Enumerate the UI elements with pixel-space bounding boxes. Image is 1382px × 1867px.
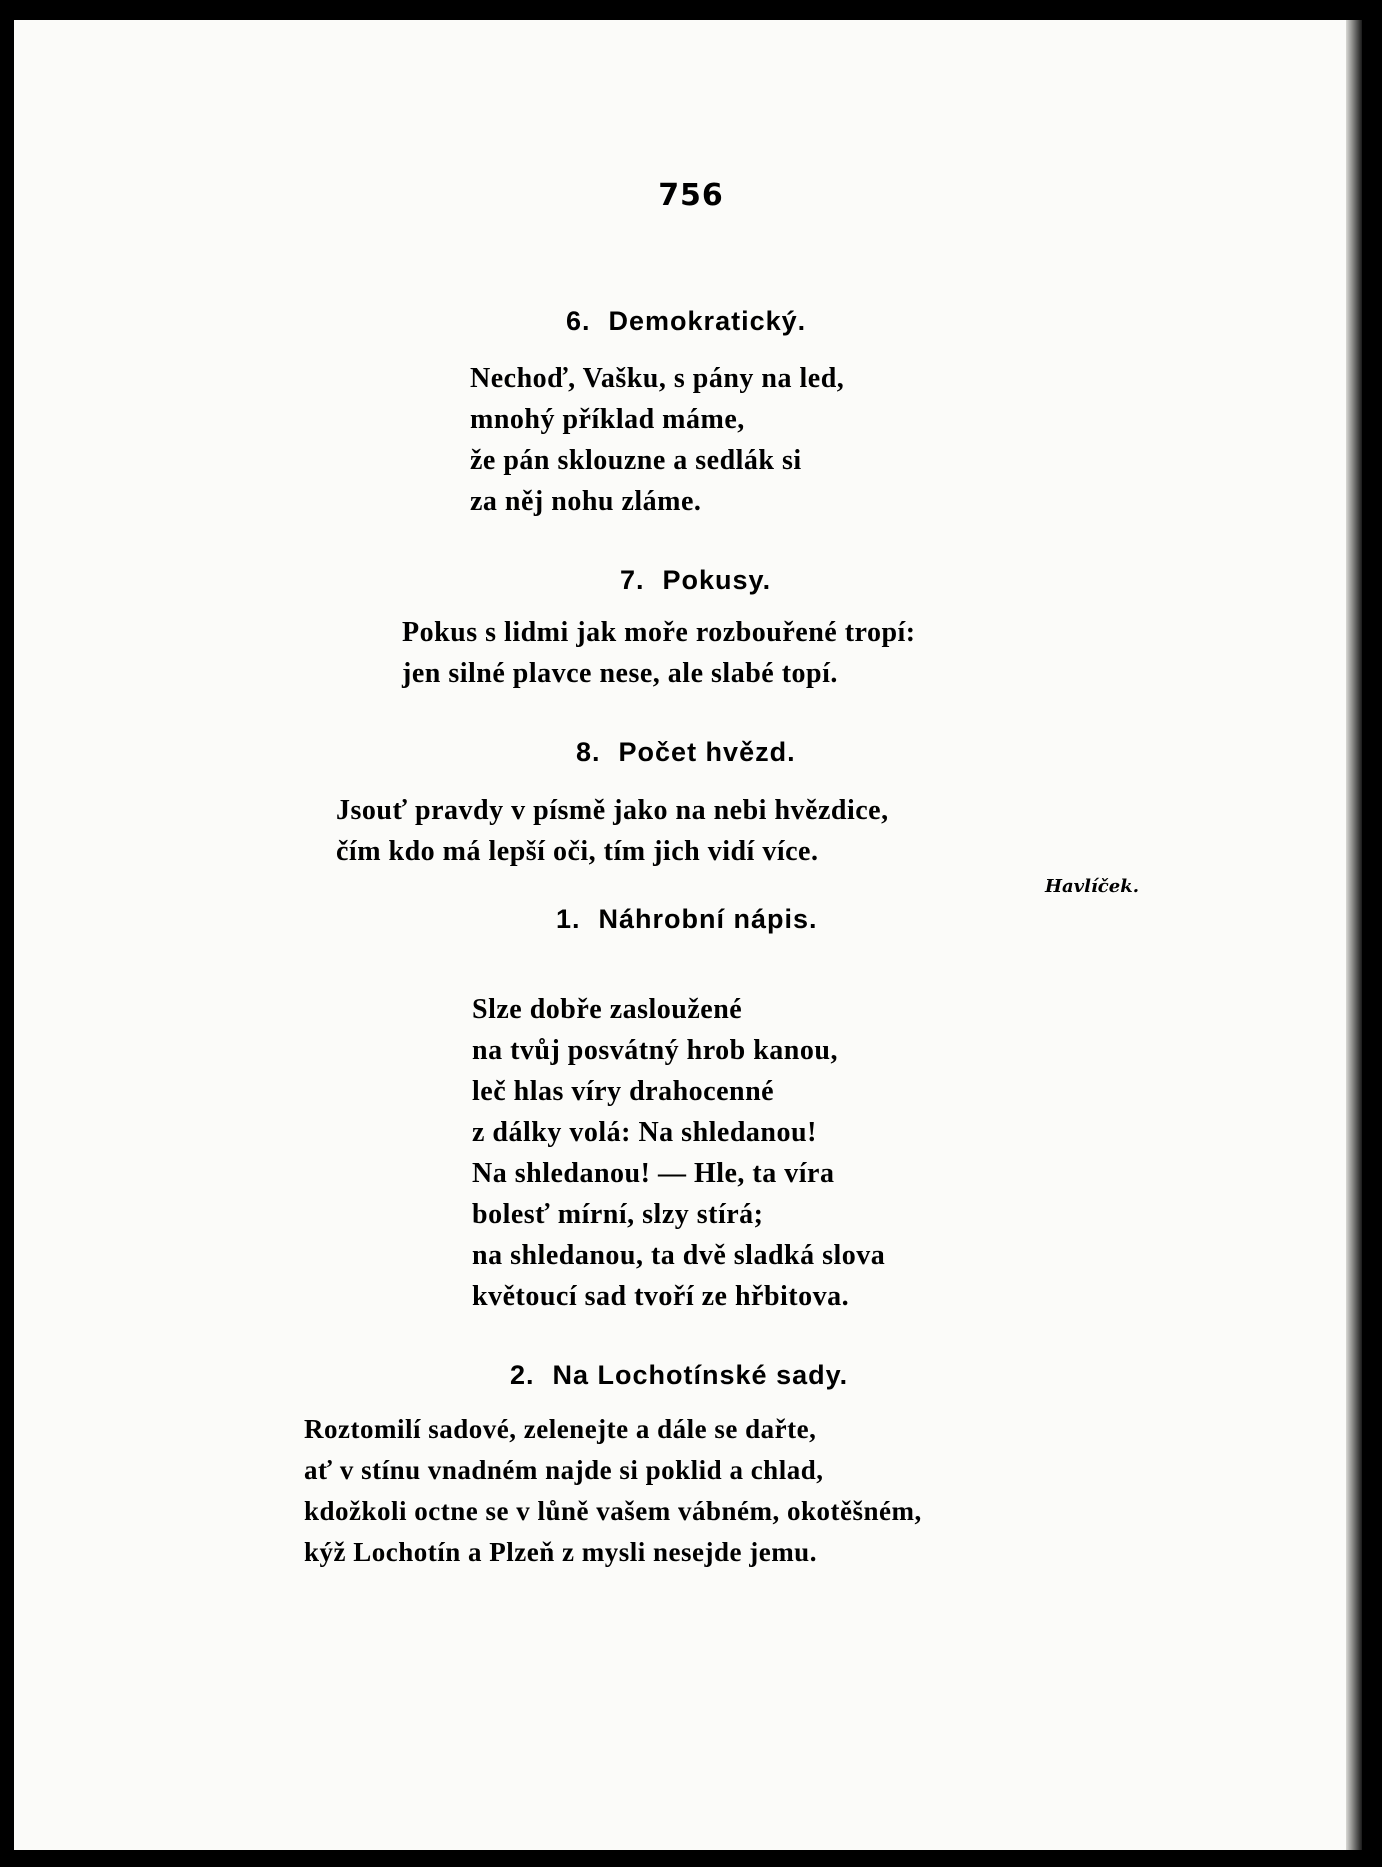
section-number: 2. (510, 1360, 535, 1390)
section-number: 6. (566, 306, 591, 336)
section-title: Na Lochotínské sady. (552, 1360, 849, 1390)
poem-line: Na shledanou! — Hle, ta víra (472, 1158, 835, 1189)
poem-line: čím kdo má lepší oči, tím jich vidí více. (336, 836, 819, 867)
section-number: 8. (576, 737, 601, 767)
poem-line: na tvůj posvátný hrob kanou, (472, 1035, 838, 1066)
poem-stanza (472, 989, 885, 1317)
section-heading (620, 565, 771, 596)
section-title: Náhrobní nápis. (598, 904, 818, 934)
section-heading (576, 737, 796, 768)
section-heading (566, 306, 806, 337)
poem-line: jen silné plavce nese, ale slabé topí. (402, 658, 838, 689)
poem-line: na shledanou, ta dvě sladká slova (472, 1240, 886, 1271)
poem-stanza (470, 358, 844, 522)
poem-line: kýž Lochotín a Plzeň z mysli nesejde jemu. (304, 1537, 817, 1567)
section-heading (556, 904, 818, 935)
section-title: Počet hvězd. (618, 737, 796, 767)
section-title: Demokratický. (608, 306, 807, 336)
poem-line: že pán sklouzne a sedlák si (470, 445, 802, 476)
poem-line: Pokus s lidmi jak moře rozbouřené tropí: (402, 617, 916, 648)
section-number: 1. (556, 904, 581, 934)
poem-stanza (402, 612, 916, 694)
poem-line: Jsouť pravdy v písmě jako na nebi hvězdice, (336, 795, 889, 826)
poem-line: mnohý příklad máme, (470, 404, 745, 435)
poem-line: Roztomilí sadové, zelenejte a dále se dařte, (304, 1414, 817, 1444)
book-page (14, 20, 1362, 1850)
poem-line: Slze dobře zasloužené (472, 994, 743, 1025)
poem-line: za něj nohu zláme. (470, 486, 702, 517)
poem-line: květoucí sad tvoří ze hřbitova. (472, 1281, 850, 1312)
poem-line: z dálky volá: Na shledanou! (472, 1117, 817, 1148)
section-heading (510, 1360, 848, 1391)
section-number: 7. (620, 565, 645, 595)
page-edge-shadow (1346, 20, 1362, 1850)
author-attribution: Havlíček. (1045, 876, 1139, 897)
poem-line: leč hlas víry drahocenné (472, 1076, 775, 1107)
poem-stanza (304, 1409, 922, 1573)
poem-line: ať v stínu vnadném najde si poklid a chlad, (304, 1455, 824, 1485)
poem-line: bolesť mírní, slzy stírá; (472, 1199, 764, 1230)
poem-stanza (336, 790, 889, 872)
section-title: Pokusy. (662, 565, 772, 595)
page-number: 756 (658, 178, 724, 213)
poem-line: kdožkoli octne se v lůně vašem vábném, okotěšném, (304, 1496, 922, 1526)
poem-line: Nechoď, Vašku, s pány na led, (470, 363, 845, 394)
